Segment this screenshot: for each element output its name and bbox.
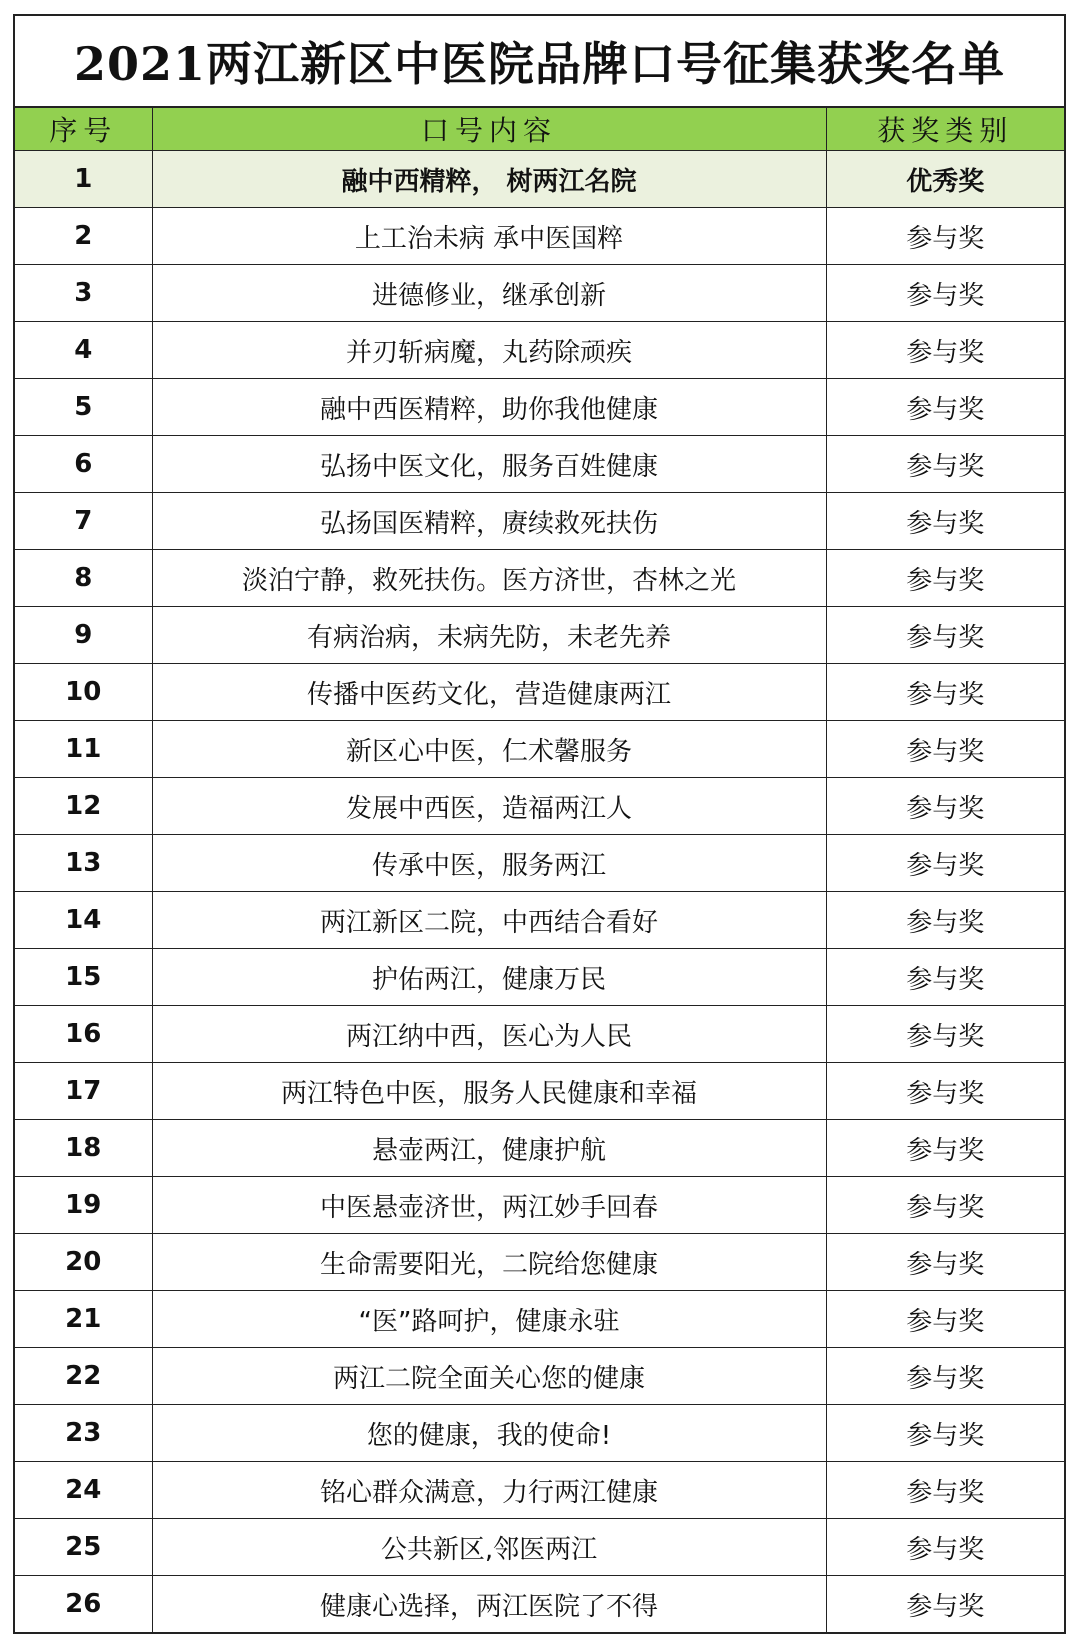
row-number: 17 bbox=[15, 1063, 152, 1120]
row-award: 参与奖 bbox=[826, 1519, 1064, 1576]
award-sheet bbox=[13, 14, 1066, 1634]
row-award: 参与奖 bbox=[826, 664, 1064, 721]
table-row bbox=[15, 892, 1064, 949]
row-number: 8 bbox=[15, 550, 152, 607]
row-slogan: 传播中医药文化，营造健康两江 bbox=[152, 664, 826, 721]
row-slogan: 上工治未病 承中医国粹 bbox=[152, 208, 826, 265]
column-header-award: 获奖类别 bbox=[826, 108, 1064, 151]
table-row bbox=[15, 1405, 1064, 1462]
table-row bbox=[15, 208, 1064, 265]
row-number: 6 bbox=[15, 436, 152, 493]
row-slogan: 并刃斩病魔，丸药除顽疾 bbox=[152, 322, 826, 379]
row-number: 24 bbox=[15, 1462, 152, 1519]
row-number: 4 bbox=[15, 322, 152, 379]
row-slogan: 您的健康，我的使命! bbox=[152, 1405, 826, 1462]
table-row bbox=[15, 778, 1064, 835]
table-header-row bbox=[15, 108, 1064, 151]
row-slogan: “医”路呵护，健康永驻 bbox=[152, 1291, 826, 1348]
row-number: 26 bbox=[15, 1576, 152, 1633]
row-slogan: 公共新区,邻医两江 bbox=[152, 1519, 826, 1576]
row-award: 参与奖 bbox=[826, 1576, 1064, 1633]
row-number: 12 bbox=[15, 778, 152, 835]
table-row bbox=[15, 151, 1064, 208]
row-slogan: 两江二院全面关心您的健康 bbox=[152, 1348, 826, 1405]
row-slogan: 两江特色中医，服务人民健康和幸福 bbox=[152, 1063, 826, 1120]
row-number: 19 bbox=[15, 1177, 152, 1234]
table-row bbox=[15, 322, 1064, 379]
table-row bbox=[15, 607, 1064, 664]
row-slogan: 生命需要阳光，二院给您健康 bbox=[152, 1234, 826, 1291]
row-award: 参与奖 bbox=[826, 1177, 1064, 1234]
page-title: 2021两江新区中医院品牌口号征集获奖名单 bbox=[15, 16, 1064, 108]
row-award: 参与奖 bbox=[826, 436, 1064, 493]
row-number: 9 bbox=[15, 607, 152, 664]
table-row bbox=[15, 721, 1064, 778]
column-header-number: 序号 bbox=[15, 108, 152, 151]
row-slogan: 有病治病，未病先防，未老先养 bbox=[152, 607, 826, 664]
table-body bbox=[15, 151, 1064, 1633]
row-slogan: 淡泊宁静，救死扶伤。医方济世，杏林之光 bbox=[152, 550, 826, 607]
table-row bbox=[15, 1006, 1064, 1063]
row-slogan: 融中西精粹， 树两江名院 bbox=[152, 151, 826, 208]
row-slogan: 融中西医精粹，助你我他健康 bbox=[152, 379, 826, 436]
row-number: 25 bbox=[15, 1519, 152, 1576]
row-number: 14 bbox=[15, 892, 152, 949]
row-number: 7 bbox=[15, 493, 152, 550]
row-number: 5 bbox=[15, 379, 152, 436]
row-slogan: 中医悬壶济世，两江妙手回春 bbox=[152, 1177, 826, 1234]
row-number: 20 bbox=[15, 1234, 152, 1291]
table-row bbox=[15, 1063, 1064, 1120]
table-row bbox=[15, 1519, 1064, 1576]
row-award: 参与奖 bbox=[826, 379, 1064, 436]
row-slogan: 铭心群众满意，力行两江健康 bbox=[152, 1462, 826, 1519]
row-award: 参与奖 bbox=[826, 1462, 1064, 1519]
row-slogan: 两江纳中西，医心为人民 bbox=[152, 1006, 826, 1063]
table-row bbox=[15, 1462, 1064, 1519]
table-row bbox=[15, 436, 1064, 493]
row-award: 参与奖 bbox=[826, 1405, 1064, 1462]
row-number: 11 bbox=[15, 721, 152, 778]
row-slogan: 悬壶两江，健康护航 bbox=[152, 1120, 826, 1177]
row-number: 3 bbox=[15, 265, 152, 322]
row-award: 参与奖 bbox=[826, 1006, 1064, 1063]
row-number: 16 bbox=[15, 1006, 152, 1063]
row-award: 参与奖 bbox=[826, 265, 1064, 322]
row-number: 13 bbox=[15, 835, 152, 892]
table-row bbox=[15, 949, 1064, 1006]
row-number: 23 bbox=[15, 1405, 152, 1462]
row-number: 2 bbox=[15, 208, 152, 265]
table-row bbox=[15, 550, 1064, 607]
table-row bbox=[15, 1348, 1064, 1405]
row-award: 参与奖 bbox=[826, 607, 1064, 664]
row-number: 10 bbox=[15, 664, 152, 721]
row-award: 参与奖 bbox=[826, 1120, 1064, 1177]
table-row bbox=[15, 1120, 1064, 1177]
row-slogan: 弘扬中医文化，服务百姓健康 bbox=[152, 436, 826, 493]
table-row bbox=[15, 1234, 1064, 1291]
row-award: 参与奖 bbox=[826, 778, 1064, 835]
row-number: 18 bbox=[15, 1120, 152, 1177]
row-slogan: 弘扬国医精粹，赓续救死扶伤 bbox=[152, 493, 826, 550]
row-award: 参与奖 bbox=[826, 322, 1064, 379]
row-number: 22 bbox=[15, 1348, 152, 1405]
table-row bbox=[15, 265, 1064, 322]
row-slogan: 护佑两江，健康万民 bbox=[152, 949, 826, 1006]
table-row bbox=[15, 379, 1064, 436]
row-award: 参与奖 bbox=[826, 835, 1064, 892]
row-award: 参与奖 bbox=[826, 1348, 1064, 1405]
row-award: 参与奖 bbox=[826, 1234, 1064, 1291]
row-award: 参与奖 bbox=[826, 208, 1064, 265]
row-slogan: 两江新区二院，中西结合看好 bbox=[152, 892, 826, 949]
row-award: 参与奖 bbox=[826, 1291, 1064, 1348]
table-row bbox=[15, 1291, 1064, 1348]
table-row bbox=[15, 493, 1064, 550]
row-award: 参与奖 bbox=[826, 493, 1064, 550]
row-slogan: 进德修业，继承创新 bbox=[152, 265, 826, 322]
row-award: 参与奖 bbox=[826, 949, 1064, 1006]
column-header-slogan: 口号内容 bbox=[152, 108, 826, 151]
award-table bbox=[15, 108, 1064, 1632]
row-award: 参与奖 bbox=[826, 721, 1064, 778]
row-slogan: 传承中医，服务两江 bbox=[152, 835, 826, 892]
row-slogan: 健康心选择，两江医院了不得 bbox=[152, 1576, 826, 1633]
table-row bbox=[15, 1177, 1064, 1234]
table-row bbox=[15, 1576, 1064, 1633]
row-slogan: 新区心中医，仁术馨服务 bbox=[152, 721, 826, 778]
table-row bbox=[15, 835, 1064, 892]
row-award: 参与奖 bbox=[826, 550, 1064, 607]
row-award: 优秀奖 bbox=[826, 151, 1064, 208]
row-number: 15 bbox=[15, 949, 152, 1006]
table-row bbox=[15, 664, 1064, 721]
row-award: 参与奖 bbox=[826, 1063, 1064, 1120]
row-award: 参与奖 bbox=[826, 892, 1064, 949]
row-number: 1 bbox=[15, 151, 152, 208]
row-number: 21 bbox=[15, 1291, 152, 1348]
row-slogan: 发展中西医，造福两江人 bbox=[152, 778, 826, 835]
